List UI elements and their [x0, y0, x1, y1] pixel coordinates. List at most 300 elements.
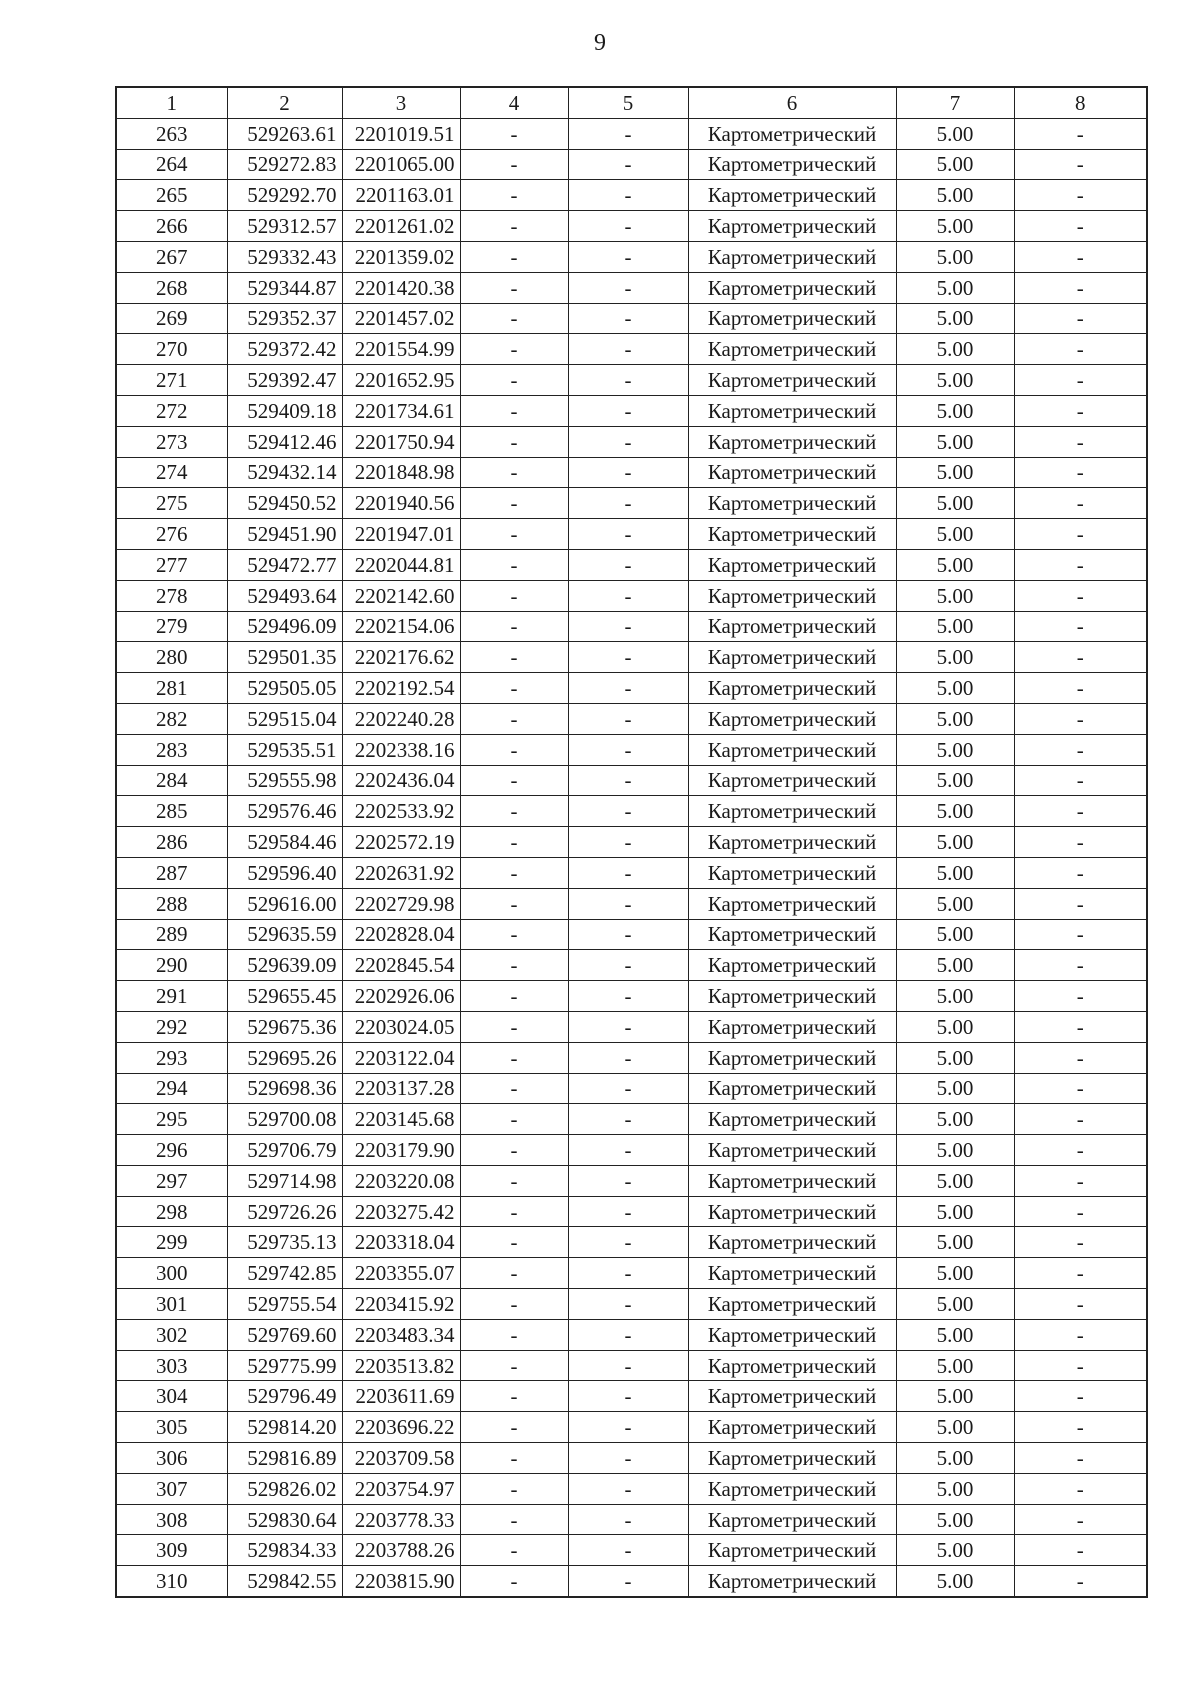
method-cell: Картометрический — [688, 1227, 896, 1258]
point-number-cell: 302 — [116, 1319, 227, 1350]
col-5-cell: - — [568, 734, 688, 765]
col-5-cell: - — [568, 1319, 688, 1350]
method-cell: Картометрический — [688, 488, 896, 519]
table-row — [116, 1227, 1147, 1258]
col-8-cell: - — [1014, 827, 1147, 858]
col-5-cell: - — [568, 1381, 688, 1412]
point-number-cell: 296 — [116, 1135, 227, 1166]
col-8-cell: - — [1014, 703, 1147, 734]
col-5-cell: - — [568, 703, 688, 734]
method-cell: Картометрический — [688, 1412, 896, 1443]
col-8-cell: - — [1014, 580, 1147, 611]
accuracy-cell: 5.00 — [896, 796, 1014, 827]
column-header: 1 — [116, 87, 227, 118]
col-8-cell: - — [1014, 180, 1147, 211]
col-5-cell: - — [568, 1535, 688, 1566]
method-cell: Картометрический — [688, 334, 896, 365]
coord-x-cell: 529409.18 — [227, 395, 342, 426]
table-row — [116, 1011, 1147, 1042]
col-4-cell: - — [460, 272, 568, 303]
col-8-cell: - — [1014, 1073, 1147, 1104]
table-row — [116, 673, 1147, 704]
coord-x-cell: 529312.57 — [227, 211, 342, 242]
accuracy-cell: 5.00 — [896, 827, 1014, 858]
table-row — [116, 1350, 1147, 1381]
table-row — [116, 1042, 1147, 1073]
col-8-cell: - — [1014, 549, 1147, 580]
coord-y-cell: 2203611.69 — [342, 1381, 460, 1412]
accuracy-cell: 5.00 — [896, 149, 1014, 180]
coord-y-cell: 2202176.62 — [342, 642, 460, 673]
col-4-cell: - — [460, 149, 568, 180]
accuracy-cell: 5.00 — [896, 457, 1014, 488]
accuracy-cell: 5.00 — [896, 1042, 1014, 1073]
coord-y-cell: 2203696.22 — [342, 1412, 460, 1443]
method-cell: Картометрический — [688, 703, 896, 734]
table-row — [116, 611, 1147, 642]
method-cell: Картометрический — [688, 765, 896, 796]
accuracy-cell: 5.00 — [896, 950, 1014, 981]
col-8-cell: - — [1014, 211, 1147, 242]
coord-y-cell: 2203179.90 — [342, 1135, 460, 1166]
coord-x-cell: 529372.42 — [227, 334, 342, 365]
coord-y-cell: 2203122.04 — [342, 1042, 460, 1073]
col-8-cell: - — [1014, 765, 1147, 796]
accuracy-cell: 5.00 — [896, 211, 1014, 242]
accuracy-cell: 5.00 — [896, 241, 1014, 272]
column-header: 4 — [460, 87, 568, 118]
point-number-cell: 283 — [116, 734, 227, 765]
table-row — [116, 149, 1147, 180]
point-number-cell: 303 — [116, 1350, 227, 1381]
col-8-cell: - — [1014, 365, 1147, 396]
accuracy-cell: 5.00 — [896, 1473, 1014, 1504]
table-row — [116, 765, 1147, 796]
coord-x-cell: 529755.54 — [227, 1289, 342, 1320]
point-number-cell: 263 — [116, 118, 227, 149]
point-number-cell: 291 — [116, 981, 227, 1012]
coord-x-cell: 529826.02 — [227, 1473, 342, 1504]
coord-x-cell: 529292.70 — [227, 180, 342, 211]
coord-x-cell: 529830.64 — [227, 1504, 342, 1535]
point-number-cell: 284 — [116, 765, 227, 796]
method-cell: Картометрический — [688, 1258, 896, 1289]
column-header: 6 — [688, 87, 896, 118]
col-4-cell: - — [460, 1042, 568, 1073]
point-number-cell: 273 — [116, 426, 227, 457]
col-5-cell: - — [568, 765, 688, 796]
point-number-cell: 288 — [116, 888, 227, 919]
coord-y-cell: 2201065.00 — [342, 149, 460, 180]
table-row — [116, 1443, 1147, 1474]
accuracy-cell: 5.00 — [896, 703, 1014, 734]
point-number-cell: 266 — [116, 211, 227, 242]
point-number-cell: 300 — [116, 1258, 227, 1289]
point-number-cell: 276 — [116, 519, 227, 550]
accuracy-cell: 5.00 — [896, 1566, 1014, 1597]
col-5-cell: - — [568, 1073, 688, 1104]
accuracy-cell: 5.00 — [896, 981, 1014, 1012]
coord-y-cell: 2203483.34 — [342, 1319, 460, 1350]
table-row — [116, 703, 1147, 734]
col-5-cell: - — [568, 673, 688, 704]
col-5-cell: - — [568, 1135, 688, 1166]
col-8-cell: - — [1014, 1504, 1147, 1535]
col-4-cell: - — [460, 1504, 568, 1535]
coord-x-cell: 529596.40 — [227, 857, 342, 888]
col-5-cell: - — [568, 1504, 688, 1535]
col-4-cell: - — [460, 1319, 568, 1350]
coord-x-cell: 529555.98 — [227, 765, 342, 796]
coord-x-cell: 529263.61 — [227, 118, 342, 149]
table-row — [116, 303, 1147, 334]
coord-y-cell: 2203024.05 — [342, 1011, 460, 1042]
point-number-cell: 308 — [116, 1504, 227, 1535]
col-4-cell: - — [460, 796, 568, 827]
method-cell: Картометрический — [688, 1350, 896, 1381]
accuracy-cell: 5.00 — [896, 1535, 1014, 1566]
col-4-cell: - — [460, 981, 568, 1012]
accuracy-cell: 5.00 — [896, 1504, 1014, 1535]
table-row — [116, 519, 1147, 550]
col-5-cell: - — [568, 549, 688, 580]
point-number-cell: 294 — [116, 1073, 227, 1104]
col-5-cell: - — [568, 180, 688, 211]
table-row — [116, 334, 1147, 365]
coord-x-cell: 529639.09 — [227, 950, 342, 981]
table-row — [116, 118, 1147, 149]
accuracy-cell: 5.00 — [896, 1412, 1014, 1443]
accuracy-cell: 5.00 — [896, 919, 1014, 950]
col-8-cell: - — [1014, 1165, 1147, 1196]
coord-x-cell: 529344.87 — [227, 272, 342, 303]
coord-x-cell: 529816.89 — [227, 1443, 342, 1474]
col-5-cell: - — [568, 519, 688, 550]
table-row — [116, 857, 1147, 888]
coord-y-cell: 2202631.92 — [342, 857, 460, 888]
coord-x-cell: 529675.36 — [227, 1011, 342, 1042]
coord-x-cell: 529842.55 — [227, 1566, 342, 1597]
point-number-cell: 293 — [116, 1042, 227, 1073]
coord-x-cell: 529576.46 — [227, 796, 342, 827]
col-4-cell: - — [460, 457, 568, 488]
col-4-cell: - — [460, 827, 568, 858]
col-4-cell: - — [460, 180, 568, 211]
col-5-cell: - — [568, 457, 688, 488]
point-number-cell: 278 — [116, 580, 227, 611]
col-8-cell: - — [1014, 457, 1147, 488]
col-4-cell: - — [460, 1381, 568, 1412]
col-5-cell: - — [568, 857, 688, 888]
col-4-cell: - — [460, 642, 568, 673]
point-number-cell: 304 — [116, 1381, 227, 1412]
accuracy-cell: 5.00 — [896, 395, 1014, 426]
coord-y-cell: 2202142.60 — [342, 580, 460, 611]
table-row — [116, 211, 1147, 242]
coord-y-cell: 2202192.54 — [342, 673, 460, 704]
col-5-cell: - — [568, 488, 688, 519]
method-cell: Картометрический — [688, 1504, 896, 1535]
coord-x-cell: 529535.51 — [227, 734, 342, 765]
col-5-cell: - — [568, 1412, 688, 1443]
method-cell: Картометрический — [688, 1381, 896, 1412]
point-number-cell: 285 — [116, 796, 227, 827]
method-cell: Картометрический — [688, 365, 896, 396]
col-4-cell: - — [460, 1258, 568, 1289]
col-4-cell: - — [460, 211, 568, 242]
coord-x-cell: 529515.04 — [227, 703, 342, 734]
col-4-cell: - — [460, 519, 568, 550]
table-header-row — [116, 87, 1147, 118]
coord-x-cell: 529635.59 — [227, 919, 342, 950]
coord-x-cell: 529834.33 — [227, 1535, 342, 1566]
method-cell: Картометрический — [688, 642, 896, 673]
coord-y-cell: 2203815.90 — [342, 1566, 460, 1597]
col-8-cell: - — [1014, 1258, 1147, 1289]
accuracy-cell: 5.00 — [896, 272, 1014, 303]
col-8-cell: - — [1014, 1350, 1147, 1381]
method-cell: Картометрический — [688, 734, 896, 765]
accuracy-cell: 5.00 — [896, 365, 1014, 396]
point-number-cell: 264 — [116, 149, 227, 180]
coord-y-cell: 2202729.98 — [342, 888, 460, 919]
method-cell: Картометрический — [688, 1196, 896, 1227]
point-number-cell: 268 — [116, 272, 227, 303]
table-row — [116, 1289, 1147, 1320]
point-number-cell: 307 — [116, 1473, 227, 1504]
coord-y-cell: 2201359.02 — [342, 241, 460, 272]
coord-x-cell: 529700.08 — [227, 1104, 342, 1135]
method-cell: Картометрический — [688, 1165, 896, 1196]
table-row — [116, 1258, 1147, 1289]
col-8-cell: - — [1014, 857, 1147, 888]
coord-x-cell: 529584.46 — [227, 827, 342, 858]
coord-y-cell: 2202845.54 — [342, 950, 460, 981]
table-row — [116, 642, 1147, 673]
method-cell: Картометрический — [688, 1473, 896, 1504]
col-4-cell: - — [460, 1289, 568, 1320]
col-8-cell: - — [1014, 303, 1147, 334]
method-cell: Картометрический — [688, 549, 896, 580]
coord-x-cell: 529796.49 — [227, 1381, 342, 1412]
method-cell: Картометрический — [688, 673, 896, 704]
col-4-cell: - — [460, 734, 568, 765]
coord-x-cell: 529706.79 — [227, 1135, 342, 1166]
col-5-cell: - — [568, 1196, 688, 1227]
accuracy-cell: 5.00 — [896, 519, 1014, 550]
method-cell: Картометрический — [688, 180, 896, 211]
point-number-cell: 269 — [116, 303, 227, 334]
col-8-cell: - — [1014, 426, 1147, 457]
col-8-cell: - — [1014, 673, 1147, 704]
col-5-cell: - — [568, 981, 688, 1012]
col-5-cell: - — [568, 611, 688, 642]
coord-y-cell: 2202436.04 — [342, 765, 460, 796]
coord-y-cell: 2202240.28 — [342, 703, 460, 734]
point-number-cell: 292 — [116, 1011, 227, 1042]
col-5-cell: - — [568, 365, 688, 396]
point-number-cell: 281 — [116, 673, 227, 704]
col-5-cell: - — [568, 1227, 688, 1258]
accuracy-cell: 5.00 — [896, 118, 1014, 149]
point-number-cell: 270 — [116, 334, 227, 365]
col-8-cell: - — [1014, 642, 1147, 673]
col-4-cell: - — [460, 365, 568, 396]
accuracy-cell: 5.00 — [896, 611, 1014, 642]
accuracy-cell: 5.00 — [896, 1135, 1014, 1166]
col-8-cell: - — [1014, 1381, 1147, 1412]
table-row — [116, 1135, 1147, 1166]
point-number-cell: 295 — [116, 1104, 227, 1135]
col-4-cell: - — [460, 1104, 568, 1135]
table-row — [116, 1473, 1147, 1504]
col-4-cell: - — [460, 303, 568, 334]
method-cell: Картометрический — [688, 1104, 896, 1135]
accuracy-cell: 5.00 — [896, 1258, 1014, 1289]
col-5-cell: - — [568, 1104, 688, 1135]
coord-x-cell: 529742.85 — [227, 1258, 342, 1289]
col-8-cell: - — [1014, 1196, 1147, 1227]
coord-x-cell: 529505.05 — [227, 673, 342, 704]
coord-y-cell: 2201940.56 — [342, 488, 460, 519]
accuracy-cell: 5.00 — [896, 1381, 1014, 1412]
method-cell: Картометрический — [688, 303, 896, 334]
coord-y-cell: 2203275.42 — [342, 1196, 460, 1227]
accuracy-cell: 5.00 — [896, 488, 1014, 519]
coord-x-cell: 529726.26 — [227, 1196, 342, 1227]
method-cell: Картометрический — [688, 888, 896, 919]
col-5-cell: - — [568, 395, 688, 426]
coord-x-cell: 529714.98 — [227, 1165, 342, 1196]
table-row — [116, 426, 1147, 457]
coord-y-cell: 2203318.04 — [342, 1227, 460, 1258]
col-5-cell: - — [568, 1011, 688, 1042]
table-row — [116, 365, 1147, 396]
coord-x-cell: 529775.99 — [227, 1350, 342, 1381]
col-4-cell: - — [460, 703, 568, 734]
table-row — [116, 457, 1147, 488]
coord-y-cell: 2201261.02 — [342, 211, 460, 242]
point-number-cell: 279 — [116, 611, 227, 642]
coord-x-cell: 529735.13 — [227, 1227, 342, 1258]
accuracy-cell: 5.00 — [896, 1443, 1014, 1474]
method-cell: Картометрический — [688, 857, 896, 888]
point-number-cell: 289 — [116, 919, 227, 950]
coord-x-cell: 529472.77 — [227, 549, 342, 580]
col-4-cell: - — [460, 1196, 568, 1227]
col-4-cell: - — [460, 1473, 568, 1504]
accuracy-cell: 5.00 — [896, 1073, 1014, 1104]
point-number-cell: 275 — [116, 488, 227, 519]
col-8-cell: - — [1014, 272, 1147, 303]
col-8-cell: - — [1014, 1412, 1147, 1443]
point-number-cell: 306 — [116, 1443, 227, 1474]
col-8-cell: - — [1014, 395, 1147, 426]
table-row — [116, 919, 1147, 950]
point-number-cell: 286 — [116, 827, 227, 858]
table-row — [116, 241, 1147, 272]
table-row — [116, 1196, 1147, 1227]
coord-y-cell: 2203778.33 — [342, 1504, 460, 1535]
coord-y-cell: 2201019.51 — [342, 118, 460, 149]
coord-x-cell: 529769.60 — [227, 1319, 342, 1350]
col-8-cell: - — [1014, 241, 1147, 272]
col-4-cell: - — [460, 673, 568, 704]
coord-y-cell: 2202338.16 — [342, 734, 460, 765]
col-8-cell: - — [1014, 1473, 1147, 1504]
table-row — [116, 272, 1147, 303]
col-5-cell: - — [568, 272, 688, 303]
column-header: 3 — [342, 87, 460, 118]
col-5-cell: - — [568, 426, 688, 457]
coordinates-table — [115, 86, 1148, 1598]
col-8-cell: - — [1014, 919, 1147, 950]
col-4-cell: - — [460, 888, 568, 919]
col-8-cell: - — [1014, 981, 1147, 1012]
point-number-cell: 287 — [116, 857, 227, 888]
table-row — [116, 580, 1147, 611]
coord-x-cell: 529814.20 — [227, 1412, 342, 1443]
coord-y-cell: 2201947.01 — [342, 519, 460, 550]
col-8-cell: - — [1014, 611, 1147, 642]
table-row — [116, 1412, 1147, 1443]
coord-x-cell: 529451.90 — [227, 519, 342, 550]
table-row — [116, 180, 1147, 211]
method-cell: Картометрический — [688, 981, 896, 1012]
col-8-cell: - — [1014, 1104, 1147, 1135]
point-number-cell: 299 — [116, 1227, 227, 1258]
coord-x-cell: 529655.45 — [227, 981, 342, 1012]
point-number-cell: 267 — [116, 241, 227, 272]
accuracy-cell: 5.00 — [896, 1289, 1014, 1320]
col-8-cell: - — [1014, 1135, 1147, 1166]
column-header: 7 — [896, 87, 1014, 118]
method-cell: Картометрический — [688, 1073, 896, 1104]
col-4-cell: - — [460, 1350, 568, 1381]
col-5-cell: - — [568, 211, 688, 242]
coord-y-cell: 2201420.38 — [342, 272, 460, 303]
coord-x-cell: 529332.43 — [227, 241, 342, 272]
method-cell: Картометрический — [688, 118, 896, 149]
coord-y-cell: 2203709.58 — [342, 1443, 460, 1474]
col-4-cell: - — [460, 118, 568, 149]
col-4-cell: - — [460, 580, 568, 611]
accuracy-cell: 5.00 — [896, 549, 1014, 580]
col-8-cell: - — [1014, 1289, 1147, 1320]
accuracy-cell: 5.00 — [896, 180, 1014, 211]
method-cell: Картометрический — [688, 1042, 896, 1073]
col-8-cell: - — [1014, 950, 1147, 981]
col-8-cell: - — [1014, 734, 1147, 765]
coord-y-cell: 2203788.26 — [342, 1535, 460, 1566]
coord-y-cell: 2202533.92 — [342, 796, 460, 827]
col-4-cell: - — [460, 1412, 568, 1443]
col-5-cell: - — [568, 1289, 688, 1320]
coord-y-cell: 2202926.06 — [342, 981, 460, 1012]
col-4-cell: - — [460, 1165, 568, 1196]
coord-x-cell: 529432.14 — [227, 457, 342, 488]
coord-y-cell: 2201734.61 — [342, 395, 460, 426]
coord-x-cell: 529272.83 — [227, 149, 342, 180]
col-8-cell: - — [1014, 1319, 1147, 1350]
col-8-cell: - — [1014, 1535, 1147, 1566]
accuracy-cell: 5.00 — [896, 334, 1014, 365]
col-8-cell: - — [1014, 118, 1147, 149]
coord-x-cell: 529616.00 — [227, 888, 342, 919]
coord-x-cell: 529392.47 — [227, 365, 342, 396]
coord-y-cell: 2203754.97 — [342, 1473, 460, 1504]
col-8-cell: - — [1014, 1227, 1147, 1258]
